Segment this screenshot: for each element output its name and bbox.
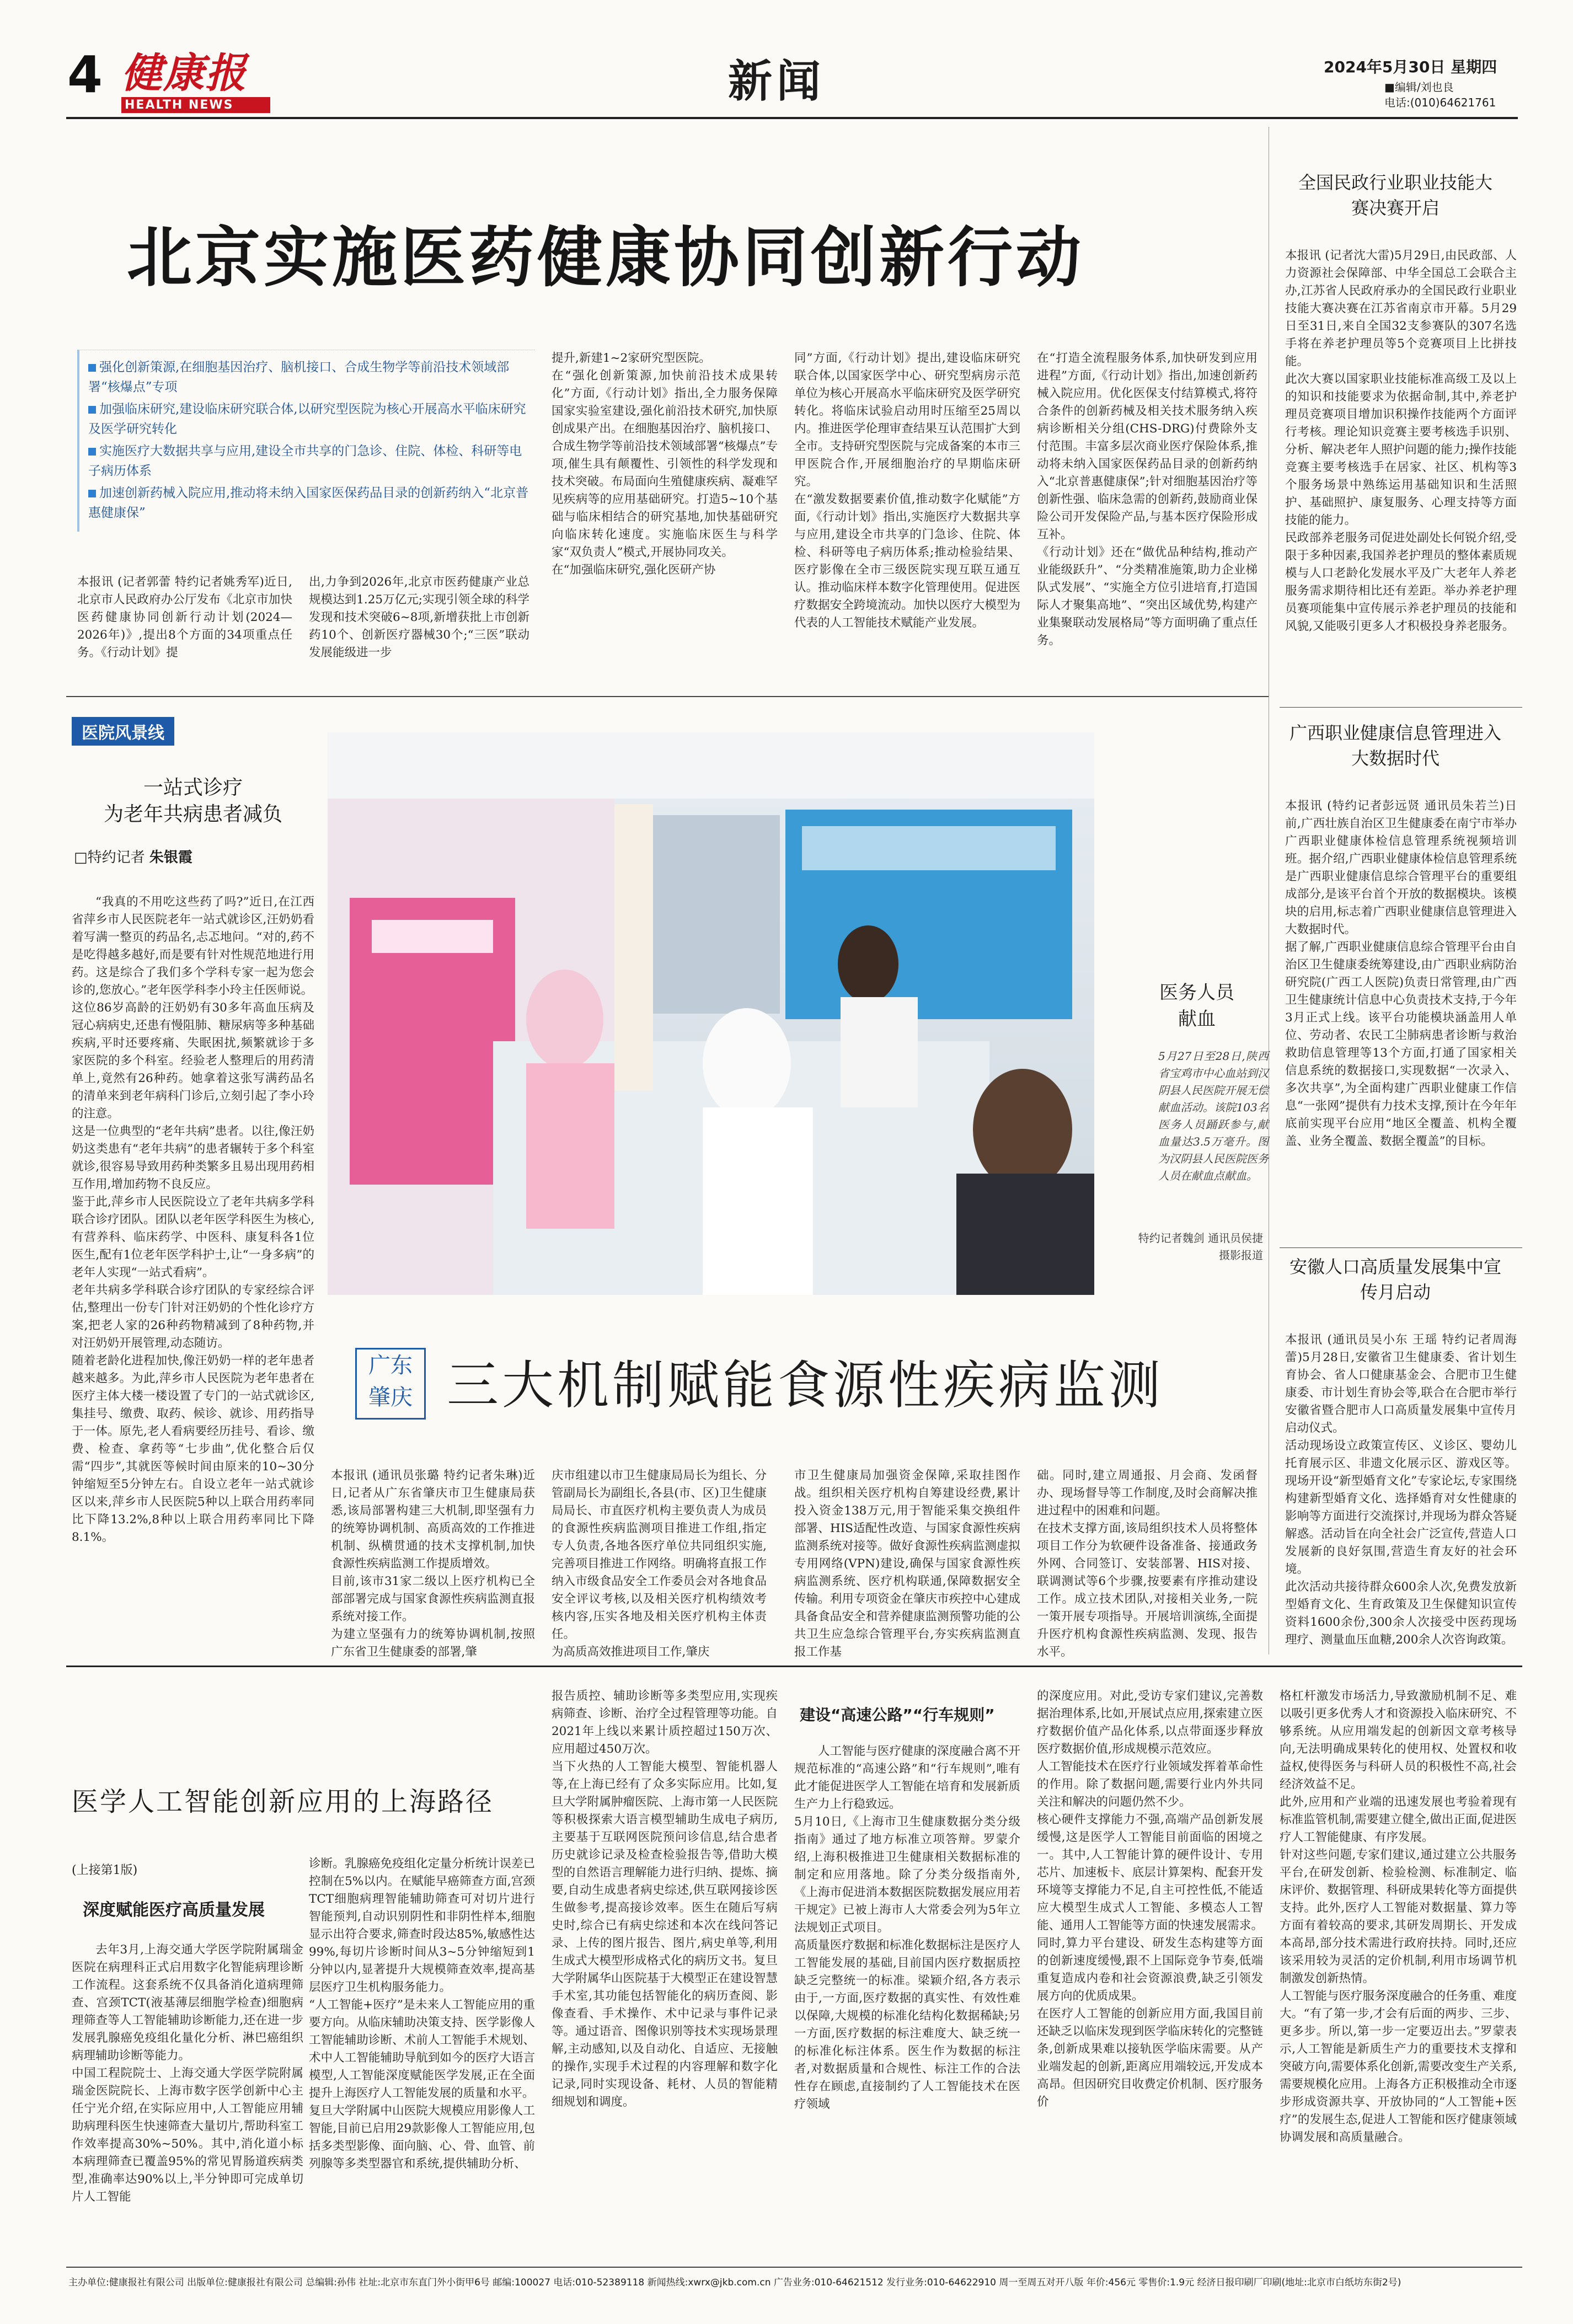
bullet-square-icon bbox=[88, 364, 96, 372]
lead-col-3: 提升,新建1~2家研究型医院。 在“强化创新策源,加快前沿技术成果转化”方面,《行动计划》指出,全力服务保障国家实验室建设,强化前沿技术研究,加快原创成果产出。在细胞基因治疗、脑机接口、合成生物学等前沿技术领域部署“核爆点”专项,催生具有颠覆性、引领性的科学发现和技术突破。布局面向生殖健康疾病、凝难罕见疾病等的应用基础研究。打造5~10个基础与临床相结合的研究基地,加快基础研究向临床转化速度。实施临床医生与科学家“双负责人”模式,开展协同攻关。 在“加强临床研究,强化医研产协 bbox=[552, 351, 778, 577]
bullet-square-icon bbox=[88, 490, 96, 497]
editor-phone: 电话:(010)64621761 bbox=[1384, 96, 1496, 109]
sidebar-3-title: 安徽人口高质量发展集中宣传月启动 bbox=[1289, 1256, 1501, 1303]
guangdong-col-2: 庆市组建以市卫生健康局局长为组长、分管副局长为副组长,各县(市、区)卫生健康局局长、市直医疗机构主要负责人为成员的食源性疾病监测项目推进工作组,指定专人负责,各地各医疗单位共同组织实施,完善项目推进工作网络。明确将直报工作纳入市级食品安全工作委员会对各地食品安全评议考核,以及相关医疗机构绩效考核内容,压实各地及相关医疗机构主体责任。 为高质高效推进项目工作,肇庆 bbox=[552, 1469, 767, 1659]
logo bbox=[121, 50, 281, 127]
lead-col-1: 本报讯 (记者郭蕾 特约记者姚秀军)近日,北京市人民政府办公厅发布《北京市加快医药健康协同创新行动计划(2024—2026年)》,提出8个方面的34项重点任务。《行动计划》提 bbox=[77, 575, 292, 660]
sidebar-1-body: 本报讯 (记者沈大雷)5月29日,由民政部、人力资源社会保障部、中华全国总工会联合主办,江苏省人民政府承办的全国民政行业职业技能大赛决赛在江苏省南京市开幕。5月29日至31日,来自全国32支参赛队的307名选手将在养老护理员等5个竞赛项目上比拼技能。 此次大赛以国家职业技能标准高级工及以上的知识和技能要求为依据命制,其中,养老护理员竞赛项目增加识积操作技能两个方面评行考核。理论知识竞赛主要考核选手识别、分析、解决老年人照护问题的能力;操作技能竞赛主要考核选手在居家、社区、机构等3个服务场景中熟练运用基础知识和生活照护、基础照护、康复服务、心理支持等方面技能的能力。 民政部养老服务司促进处副处长何锐介绍,受限于多种因素,我国养老护理员的整体素质规模与人口老龄化发展水平及广大老年人养老服务需求期待相比还有差距。举办养老护理员赛项能集中宣传展示养老护理员的技能和风貌,又能吸引更多人才积极投身养老服务。 bbox=[1285, 249, 1517, 633]
guangdong-headline: 三大机制赋能食源性疾病监测 bbox=[447, 1356, 1164, 1416]
guangdong-col-4: 础。同时,建立周通报、月会商、发函督办、现场督导等工作制度,及时会商解决推进过程中的困难和问题。 在技术支撑方面,该局组织技术人员将整体项目工作分为软硬件设备准备、接通政务外网、合同签订、安装部署、HIS对接、联调测试等6个步骤,按要素有序推动建设工作。成立技术团队,对接相关业务,一院一策开展专项指导。开展培训演练,全面提升医疗机构食源性疾病监测、发现、报告水平。 bbox=[1037, 1469, 1258, 1659]
sidebar-1-title: 全国民政行业职业技能大赛决赛开启 bbox=[1298, 172, 1492, 218]
photo-credit: 特约记者魏剑 通讯员侯捷摄影报道 bbox=[1138, 1231, 1263, 1262]
shanghai-col-1: 去年3月,上海交通大学医学院附属瑞金医院在病理科正式启用数字化智能病理诊断工作流程。这套系统不仅具备消化道病理筛查、宫颈TCT(液基薄层细胞学检查)细胞病理筛查等人工智能辅助诊断能力,还在进一步发展乳腺癌免疫组化量化分析、淋巴癌组织病理辅助诊断等能力。 中国工程院院士、上海交通大学医学院附属瑞金医院院长、上海市数字医学创新中心主任宁光介绍,在实际应用中,人工智能应用辅助病理科医生快速筛查大量切片,帮助科室工作效率提高30%~50%。其中,消化道小标本病理筛查已覆盖95%的常见胃肠道疾病类型,准确率达90%以上,半分钟即可完成单切片人工智能 bbox=[72, 1943, 303, 2204]
shanghai-col-2: 诊断。乳腺癌免疫组化定量分析统计误差已控制在5%以内。在赋能早癌筛查方面,宫颈TCT细胞病理智能辅助筛查可对切片进行智能预判,自动识别阴性和非阴性样本,细胞显示出符合要求,筛查时段达85%,敏感性达99%,每切片诊断时间从3~5分钟缩短到1分钟以内,显著提升大规模筛查效率,提高基层医疗卫生机构服务能力。 “人工智能+医疗”是未来人工智能应用的重要方向。从临床辅助决策支持、医学影像人工智能辅助诊断、术前人工智能手术规划、术中人工智能辅助导航到如今的医疗大语言模型,人工智能深度赋能医学发展,正在全面提升上海医疗人工智能发展的质量和水平。 复旦大学附属中山医院大规模应用影像人工智能,目前已启用29款影像人工智能应用,包括多类型影像、面向脑、心、骨、血管、前列腺等多类型器官和系统,提供辅助分析、 bbox=[309, 1857, 535, 2171]
lead-bullet-item: 加速创新药械入院应用,推动将未纳入国家医保药品目录的创新药纳入“北京普惠健康保” bbox=[88, 486, 529, 520]
photo-title: 医务人员 献血 bbox=[1159, 982, 1234, 1030]
hospital-title-line2: 为老年共病患者减负 bbox=[103, 803, 282, 826]
lead-bullet-item: 实施医疗大数据共享与应用,建设全市共享的门急诊、住院、体检、科研等电子病历体系 bbox=[88, 444, 522, 478]
logo-cn: 健康报 bbox=[121, 50, 247, 97]
shanghai-subhead-1: 深度赋能医疗高质量发展 bbox=[83, 1900, 265, 1920]
page-number: 4 bbox=[67, 45, 103, 104]
guangdong-col-3: 市卫生健康局加强资金保障,采取挂图作战。组织相关医疗机构自筹建设经费,累计投入资金138万元,用于智能采集交换组件部署、HIS适配性改造、与国家食源性疾病监测系统对接等。做好食源性疾病监测虚拟专用网络(VPN)建设,确保与国家食源性疾病监测系统、医疗机构联通,保障数据安全传输。利用专项资金在肇庆市疾控中心建成具备食品安全和营养健康监测预警功能的公共卫生应急综合管理平台,夯实疾病监测直报工作基 bbox=[794, 1469, 1020, 1659]
lead-col-2: 出,力争到2026年,北京市医药健康产业总规模达到1.25万亿元;实现引领全球的科学发现和技术突破6~8项,新增获批上市创新药10个、创新医疗器械30个;“三医”联动发展能级进一步 bbox=[309, 575, 529, 660]
sidebar-rule-1 bbox=[1280, 707, 1522, 708]
shanghai-col-5: 的深度应用。对此,受访专家们建议,完善数据治理体系,比如,开展试点应用,探索建立医疗数据价值产品化体系,以点带面逐步释放医疗数据价值,形成规模示范效应。 人工智能技术在医疗行业领域发挥着革命性的作用。除了数据问题,需要行业内外共同关注和解决的问题仍然不少。 核心硬件支撑能力不强,高端产品创新发展缓慢,这是医学人工智能目前面临的困境之一。其中,人工智能计算的硬件设计、专用芯片、加速板卡、底层计算架构、配套开发环境等支撑能力不足,自主可控性低,不能适应大模型生成式人工智能、多模态人工智能、通用人工智能等方面的快速发展需求。同时,算力平台建设、研发生态构建等方面的创新速度缓慢,跟不上国际竞争节奏,低端重复造成内卷和社会资源浪费,缺乏引领发展方向的优质成果。 在医疗人工智能的创新应用方面,我国目前还缺乏以临床发现到医学临床转化的完整链条,创新成果难以接轨医学临床需要。从产业端发起的创新,距离应用端较远,开发成本高昂。但因研究目收费定价机制、医疗服务价 bbox=[1037, 1689, 1263, 2109]
shanghai-col-4: 人工智能与医疗健康的深度融合离不开规范标准的“高速公路”和“行车规则”,唯有此才能促进医学人工智能在培育和发展新质生产力上行稳致远。 5月10日,《上海市卫生健康数据分类分级指南》通过了地方标准立项答辩。罗蒙介绍,上海积极推进卫生健康相关数据标准的制定和应用落地。除了分类分级指南外,《上海市促进消本数据医院数据发展应用若干规定》已被上海市人大常委会列为5年立法规划正式项目。 高质量医疗数据和标准化数据标注是医疗人工智能发展的基础,目前国内医疗数据质控缺乏完整统一的标准。梁颖介绍,各方表示由于,一方面,医疗数据的真实性、有效性难以保障,大规模的标准化结构化数据稀缺;另一方面,医疗数据的标注难度大、缺乏统一的标准化标注体系。医生作为数据的标注者,对数据质量和合规性、标注工作的合法性存在顾虑,直接制约了人工智能技术在医疗领域 bbox=[794, 1744, 1020, 2111]
guangdong-col-1: 本报讯 (通讯员张璐 特约记者朱琳)近日,记者从广东省肇庆市卫生健康局获悉,该局部署构建三大机制,即坚强有力的统筹协调机制、高质高效的工作推进机制、纵横贯通的技术支撑机制,加快食源性疾病监测工作提质增效。 目前,该市31家二级以上医疗机构已全部部署完成与国家食源性疾病监测直报系统对接工作。 为建立坚强有力的统筹协调机制,按照广东省卫生健康委的部署,肇 bbox=[331, 1469, 535, 1659]
sidebar-rule-2 bbox=[1280, 1247, 1522, 1248]
hospital-byline: □特约记者 朱银霞 bbox=[74, 849, 192, 866]
shanghai-col-6: 格杠杆激发市场活力,导致激励机制不足、难以吸引更多优秀人才和资源投入临床研究、不够系统。从应用端发起的创新因文章考核导向,无法明确成果转化的使用权、处置权和收益权,使得医务与科研人员的积极性不高,社会经济效益不足。 此外,应用和产业端的迅速发展也考验着现有标准监管机制,需要建立健全,做出正面,促进医疗人工智能健康、有序发展。 针对这些问题,专家们建议,通过建立公共服务平台,在研发创新、检验检测、标准制定、临床评价、数据管理、科研成果转化等方面提供支持。此外,医疗人工智能对数据量、算力等方面有着较高的要求,其研发周期长、开发成本高昂,部分技术需进行政府扶持。同时,还应该采用较为灵活的定价机制,利用市场调节机制激发创新热情。 人工智能与医疗服务深度融合的任务重、难度大。“有了第一步,才会有后面的两步、三步、更多步。所以,第一步一定要迈出去。”罗蒙表示,人工智能是新质生产力的重要技术支撑和突破方向,需要体系化创新,需要改变生产关系,需要规模化应用。上海各方正积极推动全市逐步形成资源共享、开放协同的“人工智能+医疗”的发展生态,促进人工智能和医疗健康领域协调发展和高质量融合。 bbox=[1280, 1689, 1517, 2144]
hospital-body: “我真的不用吃这些药了吗?”近日,在江西省萍乡市人民医院老年一站式就诊区,汪奶奶看着写满一整页的药品名,忐忑地问。“对的,药不是吃得越多越好,而是要有针对性规范地进行用药。这是综合了我们多个学科专家一起为您会诊的,您放心。”老年医学科李小玲主任医师说。 这位86岁高龄的汪奶奶有30多年高血压病及冠心病病史,还患有慢阻肺、糖尿病等多种基础疾病,平时还要疼痛、失眠困扰,频繁就诊于多家医院的多个科室。经验老人整理后的用药清单上,竟然有26种药。她拿着这张写满药品名的清单来到老年病科门诊后,立刻引起了李小玲的注意。 这是一位典型的“老年共病”患者。以往,像汪奶奶这类患有“老年共病”的患者辗转于多个科室就诊,很容易导致用药种类繁多且易出现用药相互作用,增加药物不良反应。 鉴于此,萍乡市人民医院设立了老年共病多学科联合诊疗团队。团队以老年医学科医生为核心,有营养科、临床药学、中医科、康复科各1位医生,配有1位老年医学科护士,让“一身多病”的老年人实现“一站式看病”。 老年共病多学科联合诊疗团队的专家经综合评估,整理出一份专门针对汪奶奶的个性化诊疗方案,把老人家的26种药物精减到了8种药物,并对汪奶奶开展管理,动态随访。 随着老龄化进程加快,像汪奶奶一样的老年患者越来越多。为此,萍乡市人民医院为老年患者在医疗主体大楼一楼设置了专门的一站式就诊区,集挂号、缴费、取药、候诊、就诊、用药指导于一体。原先,老人看病要经历挂号、看诊、缴费、检查、拿药等“七步曲”,优化整合后仅需“四步”,其就医等候时间由原来的10~30分钟缩短至5分钟左右。自设立老年一站式就诊区以来,萍乡市人民医院5种以上联合用药率同比下降13.2%,8种以上联合用药率同比下降8.1%。 bbox=[72, 895, 314, 1544]
shanghai-col-3: 报告质控、辅助诊断等多类型应用,实现疾病筛查、诊断、治疗全过程管理等功能。自2021年上线以来累计质控超过150万次、应用超过450万次。 当下火热的人工智能大模型、智能机器人等,在上海已经有了众多实际应用。比如,复旦大学附属肿瘤医院、上海市第一人民医院等积极探索大语言模型辅助生成电子病历,主要基于互联网医院预问诊信息,结合患者历史就诊记录及检查检验报告等,借助大模型的自然语言理解能力进行归纳、提炼、摘要,自动生成患者病史综述,供互联网接诊医生做参考,提高接诊效率。医生在随后写病史时,综合已有病史综述和本次在线问答记录、上传的图片报告、图片,病史单等,利用生成式大模型形成格式化的病历文书。复旦大学附属华山医院基于大模型正在建设智慧手术室,其功能包括智能化的病历查阅、影像查看、手术操作、术中记录与事件记录等。通过语音、图像识别等技术实现场景理解,主动感知,以及自动化、自适应、无接触的操作,实现手术过程的内容理解和数字化记录,同时实现设备、耗材、人员的智能精细规划和调度。 bbox=[552, 1689, 778, 2109]
photo-caption: 5月27日至28日,陕西省宝鸡市中心血站到汉阴县人民医院开展无偿献血活动。该院103名医务人员踊跃参与,献血量达3.5万毫升。图为汉阴县人民医院医务人员在献血点献血。 bbox=[1158, 1049, 1269, 1182]
section-title: 新闻 bbox=[728, 56, 825, 107]
footer-rule bbox=[66, 2267, 1522, 2268]
lead-bullet-item: 强化创新策源,在细胞基因治疗、脑机接口、合成生物学等前沿技术领域部署“核爆点”专项 bbox=[88, 360, 510, 394]
lead-bullet-item: 加强临床研究,建设临床研究联合体,以研究型医院为核心开展高水平临床研究及医学研究转化 bbox=[88, 402, 526, 436]
hospital-tag: 医院风景线 bbox=[72, 717, 174, 746]
lead-bullets bbox=[88, 357, 529, 525]
mid-page-rule bbox=[66, 1666, 1522, 1667]
lead-col-4: 同”方面,《行动计划》提出,建设临床研究联合体,以国家医学中心、研究型病房示范单位为核心开展高水平临床研究及医学研究转化。将临床试验启动用时压缩至25周以内。推进医学伦理审查结果互认范围扩大到全市。支持研究型医院与完成备案的本市三甲医院合作,开展细胞治疗的早期临床研究。 在“激发数据要素价值,推动数字化赋能”方面,《行动计划》指出,实施医疗大数据共享与应用,建设全市共享的门急诊、住院、体检、科研等电子病历体系;推动检验结果、医疗影像在全市三级医院实现互联互通互认。推动临床样本数字化管理使用。促进医疗数据安全跨境流动。加快以医疗大模型为代表的人工智能技术赋能产业发展。 bbox=[794, 351, 1020, 630]
guangdong-place-badge: 广东 肇庆 bbox=[355, 1348, 426, 1420]
sidebar-3-body: 本报讯 (通讯员吴小东 王瑶 特约记者周海蕾)5月28日,安徽省卫生健康委、省计划生育协会、省人口健康基金会、合肥市卫生健康委、市计划生育协会等,联合在合肥市举行安徽省暨合肥市人口高质量发展集中宣传月启动仪式。 活动现场设立政策宣传区、义诊区、婴幼儿托育展示区、非遗文化展示区、游戏区等。现场开设“新型婚育文化”专家论坛,专家围绕构建新型婚育文化、选择婚育对女性健康的影响等方面进行交流探讨,并现场为群众答疑解惑。活动旨在向全社会广泛宣传,营造人口发展新的良好氛围,营造生育友好的社会环境。 此次活动共接待群众600余人次,免费发放新型婚育文化、生育政策及卫生保健知识宣传资料1600余份,300余人次接受中医药现场理疗、测量血压血糖,200余人次咨询政策。 bbox=[1285, 1333, 1517, 1647]
lead-headline: 北京实施医药健康协同创新行动 bbox=[127, 219, 1085, 296]
blood-donation-photo bbox=[328, 732, 1094, 1295]
logo-en: HEALTH NEWS bbox=[121, 97, 270, 113]
shanghai-continued: (上接第1版) bbox=[72, 1864, 138, 1877]
bullet-square-icon bbox=[88, 406, 96, 414]
editor: ■编辑/刘也良 bbox=[1384, 81, 1454, 94]
shanghai-headline: 医学人工智能创新应用的上海路径 bbox=[72, 1786, 494, 1817]
sidebar-2-title: 广西职业健康信息管理进入大数据时代 bbox=[1289, 722, 1501, 769]
lead-col-5: 在“打造全流程服务体系,加快研发到应用进程”方面,《行动计划》指出,加速创新药械入院应用。优化医保支付结算模式,将符合条件的创新药械及相关技术服务纳入疾病诊断相关分组(CHS-DRG)付费除外支付范围。丰富多层次商业医疗保险体系,推动将未纳入国家医保药品目录的创新药纳入“北京普惠健康保”;针对细胞基因治疗等创新性强、临床急需的创新药,鼓励商业保险公司开发保险产品,与基本医疗保险形成互补。 《行动计划》还在“做优品种结构,推动产业能级跃升”、“分类精准施策,助力企业梯队式发展”、“实施全方位引进培育,打造国际人才聚集高地”、“突出区域优势,构建产业集聚联动发展格局”等方面明确了重点任务。 bbox=[1037, 351, 1258, 647]
hospital-title-line1: 一站式诊疗 bbox=[143, 777, 243, 799]
footer-imprint: 主办单位:健康报社有限公司 出版单位:健康报社有限公司 总编辑:孙伟 社址:北京市东直门外小街甲6号 邮编:100027 电话:010-52389118 新闻热线:xwrx@jkb.com.cn 广告业务:010-64621512 发行业务:010-64622910 周一至周五对开八版 年价:456元 零售价:1.9元 经济日报印刷厂印刷(地址:北京市白纸坊东街2号) bbox=[68, 2277, 1401, 2288]
shanghai-subhead-2: 建设“高速公路”“行车规则” bbox=[800, 1706, 995, 1724]
lead-bottom-rule bbox=[66, 696, 1269, 697]
issue-date: 2024年5月30日 星期四 bbox=[1324, 58, 1497, 76]
sidebar-2-body: 本报讯 (特约记者彭远贤 通讯员朱若兰)日前,广西壮族自治区卫生健康委在南宁市举办广西职业健康体检信息管理系统视频培训班。据介绍,广西职业健康体检信息管理系统是广西职业健康信息综合管理平台的重要组成部分,是该平台首个开放的数据模块。该模块的启用,标志着广西职业健康信息管理进入大数据时代。 据了解,广西职业健康信息综合管理平台由自治区卫生健康委统筹建设,由广西职业病防治研究院(广西工人医院)负责日常管理,由广西卫生健康统计信息中心负责技术支持,于今年3月正式上线。该平台功能模块涵盖用人单位、劳动者、农民工尘肺病患者诊断与救治救助信息管理等13个方面,打通了国家相关信息系统的数据接口,实现数据“一次录入、多次共享”,为全面构建广西职业健康工作信息“一张网”提供有力技术支撑,预计在今年年底前实现平台应用“地区全覆盖、机构全覆盖、业务全覆盖、数据全覆盖”的目标。 bbox=[1285, 799, 1517, 1148]
blood-donation-photo-art bbox=[328, 732, 1094, 1295]
masthead-rule bbox=[66, 117, 1518, 119]
bullet-square-icon bbox=[88, 448, 96, 456]
